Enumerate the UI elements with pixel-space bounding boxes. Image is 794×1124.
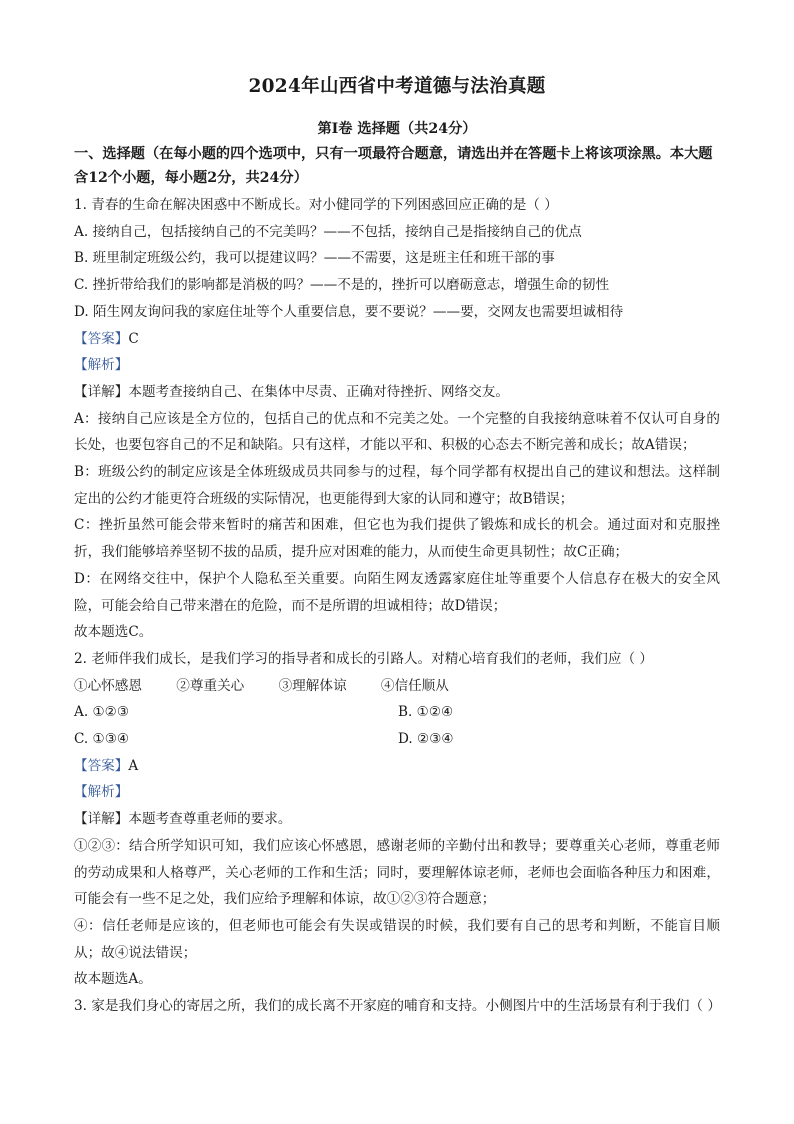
question-1-option-a: A. 接纳自己，包括接纳自己的不完美吗？——不包括，接纳自己是指接纳自己的优点 <box>74 223 582 240</box>
question-2-options-row-1 <box>74 699 720 726</box>
question-1 <box>74 192 720 646</box>
item-4: ④信任顺从 <box>380 677 449 694</box>
question-1-explain-b: B：班级公约的制定应该是全体班级成员共同参与的过程，每个同学都有权提出自己的建议和想法。这样制定出的公约才能更符合班级的实际情况，也更能得到大家的认同和遵守；故B错误； <box>74 464 720 507</box>
question-2-option-b: B. ①②④ <box>398 704 454 721</box>
exam-title: 2024年山西省中考道德与法治真题 <box>248 76 546 97</box>
question-1-stem: 1. 青春的生命在解决困惑中不断成长。对小健同学的下列困惑回应正确的是（ ） <box>74 197 558 213</box>
question-2 <box>74 646 720 993</box>
item-3: ③理解体谅 <box>278 677 347 694</box>
question-1-explain-c: C：挫折虽然可能会带来暂时的痛苦和困难，但它也为我们提供了锻炼和成长的机会。通过面对和克服挫折，我们能够培养坚韧不拔的品质，提升应对困难的能力，从而使生命更具韧性；故C正确； <box>74 517 720 561</box>
answer-tag: 【答案】 <box>74 330 129 347</box>
detail-tag: 【详解】 <box>74 383 129 400</box>
question-2-answer <box>74 753 720 780</box>
question-2-stem: 2. 老师伴我们成长，是我们学习的指导者和成长的引路人。对精心培育我们的老师，我们应（ ） <box>74 650 653 667</box>
question-2-conclusion: 故本题选A。 <box>74 971 152 988</box>
answer-tag: 【答案】 <box>74 757 129 774</box>
question-2-explain-4: ④：信任老师是应该的，但老师也可能会有失误或错误的时候，我们要有自己的思考和判断，不能盲目顺从；故④说法错误； <box>74 917 720 961</box>
question-2-option-c: C. ①③④ <box>74 731 130 748</box>
question-1-explain-a: A：接纳自己应该是全方位的，包括自己的优点和不完美之处。一个完整的自我接纳意味着不仅认可自身的长处，也要包容自己的不足和缺陷。只有这样，才能以平和、积极的心态去不断完善和成长；故A错误； <box>74 410 720 454</box>
section-instructions: 一、选择题（在每小题的四个选项中，只有一项最符合题意，请选出并在答题卡上将该项涂黑。本大题含12个小题，每小题2分，共24分） <box>74 146 713 186</box>
question-1-option-c: C. 挫折带给我们的影响都是消极的吗？——不是的，挫折可以磨砺意志，增强生命的韧性 <box>74 277 610 294</box>
detail-text: 本题考查接纳自己、在集体中尽责、正确对待挫折、网络交友。 <box>128 383 509 400</box>
section-subtitle: 第Ⅰ卷 选择题（共24分） <box>317 121 477 137</box>
question-3-stem: 3. 家是我们身心的寄居之所，我们的成长离不开家庭的哺育和支持。小侧图片中的生活场景有利于我们（ ） <box>74 998 721 1015</box>
question-1-option-d: D. 陌生网友询问我的家庭住址等个人重要信息，要不要说？——要，交网友也需要坦诚相待 <box>74 303 624 320</box>
question-1-explain-d: D：在网络交往中，保护个人隐私至关重要。向陌生网友透露家庭住址等重要个人信息存在极大的安全风险，可能会给自己带来潜在的危险，而不是所谓的坦诚相待；故D错误； <box>74 570 720 614</box>
answer-value: A <box>128 757 139 774</box>
question-2-items <box>74 673 720 700</box>
question-1-answer <box>74 326 720 353</box>
answer-value: C <box>128 330 139 347</box>
question-3 <box>74 993 720 1020</box>
analysis-tag: 【解析】 <box>74 784 129 801</box>
analysis-tag: 【解析】 <box>74 357 129 374</box>
question-2-options-row-2 <box>74 726 720 753</box>
question-1-detail <box>74 379 720 406</box>
question-2-option-d: D. ②③④ <box>398 731 454 748</box>
question-1-option-b: B. 班里制定班级公约，我可以提建议吗？——不需要，这是班主任和班干部的事 <box>74 250 555 267</box>
question-2-detail <box>74 806 720 833</box>
detail-text: 本题考查尊重老师的要求。 <box>128 811 292 828</box>
question-2-option-a: A. ①②③ <box>74 704 130 721</box>
detail-tag: 【详解】 <box>74 811 129 828</box>
question-2-explain-123: ①②③：结合所学知识可知，我们应该心怀感恩，感谢老师的辛勤付出和教导；要尊重关心老师，尊重老师的劳动成果和人格尊严，关心老师的工作和生活；同时，要理解体谅老师，老师也会面临各种压力和困难，可能会有一些不足之处，我们应给予理解和体谅，故①②③符合题意； <box>74 837 720 908</box>
question-1-conclusion: 故本题选C。 <box>74 624 153 641</box>
item-2: ②尊重关心 <box>176 677 245 694</box>
item-1: ①心怀感恩 <box>74 677 142 694</box>
